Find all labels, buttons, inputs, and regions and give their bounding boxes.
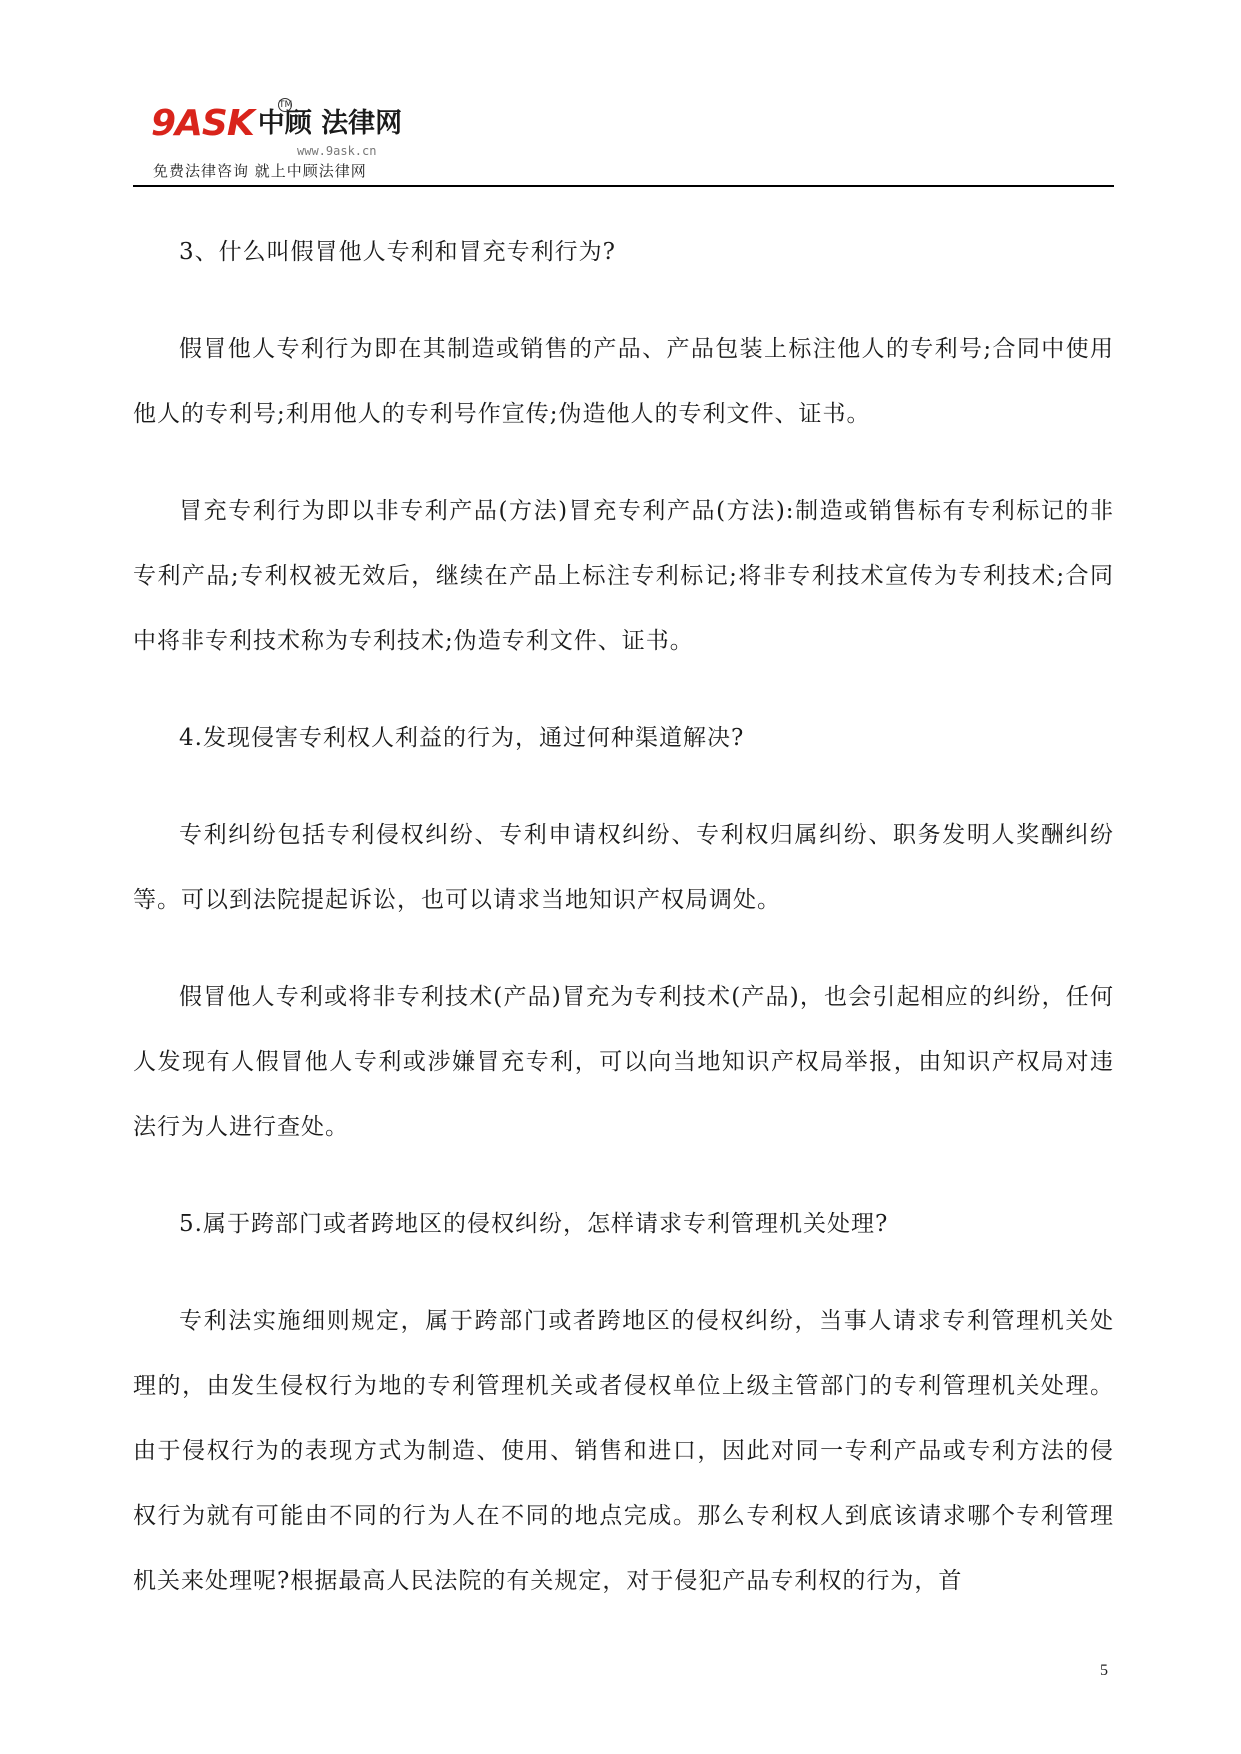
question-3-heading: 3、什么叫假冒他人专利和冒充专利行为?	[179, 239, 616, 265]
page-header	[133, 92, 1114, 188]
logo-url: www.9ask.cn	[297, 144, 377, 158]
question-4-heading: 4.发现侵害专利权人利益的行为，通过何种渠道解决?	[179, 725, 745, 751]
document-body	[133, 220, 1114, 1614]
header-divider	[133, 185, 1114, 187]
paragraph-patent-disputes: 专利纠纷包括专利侵权纠纷、专利申请权纠纷、专利权归属纠纷、职务发明人奖酬纠纷等。可以到法院提起诉讼，也可以请求当地知识产权局调处。	[133, 822, 1114, 913]
logo-slogan: 免费法律咨询 就上中顾法律网	[153, 162, 367, 180]
paragraph-passing-off-patent: 冒充专利行为即以非专利产品(方法)冒充专利产品(方法):制造或销售标有专利标记的非专利产品;专利权被无效后，继续在产品上标注专利标记;将非专利技术宣传为专利技术;合同中将非专利技术称为专利技术;伪造专利文件、证书。	[133, 498, 1114, 654]
logo-mark	[151, 102, 402, 146]
trademark-icon: TM	[279, 100, 293, 110]
paragraph-counterfeit-patent: 假冒他人专利行为即在其制造或销售的产品、产品包装上标注他人的专利号;合同中使用他人的专利号;利用他人的专利号作宣传;伪造他人的专利文件、证书。	[133, 336, 1114, 427]
paragraph-reporting: 假冒他人专利或将非专利技术(产品)冒充为专利技术(产品)，也会引起相应的纠纷，任何人发现有人假冒他人专利或涉嫌冒充专利，可以向当地知识产权局举报，由知识产权局对违法行为人进行查处。	[133, 984, 1114, 1140]
paragraph-cross-region: 专利法实施细则规定，属于跨部门或者跨地区的侵权纠纷，当事人请求专利管理机关处理的，由发生侵权行为地的专利管理机关或者侵权单位上级主管部门的专利管理机关处理。由于侵权行为的表现方式为制造、使用、销售和进口，因此对同一专利产品或专利方法的侵权行为就有可能由不同的行为人在不同的地点完成。那么专利权人到底该请求哪个专利管理机关来处理呢?根据最高人民法院的有关规定，对于侵犯产品专利权的行为，首	[133, 1308, 1114, 1594]
site-logo	[151, 102, 411, 180]
question-5-heading: 5.属于跨部门或者跨地区的侵权纠纷，怎样请求专利管理机关处理?	[179, 1211, 889, 1237]
logo-9ask-text: 9ASK	[151, 103, 254, 144]
page-number: 5	[1100, 1662, 1108, 1679]
logo-brand-text: 中顾 法律网	[257, 108, 403, 139]
